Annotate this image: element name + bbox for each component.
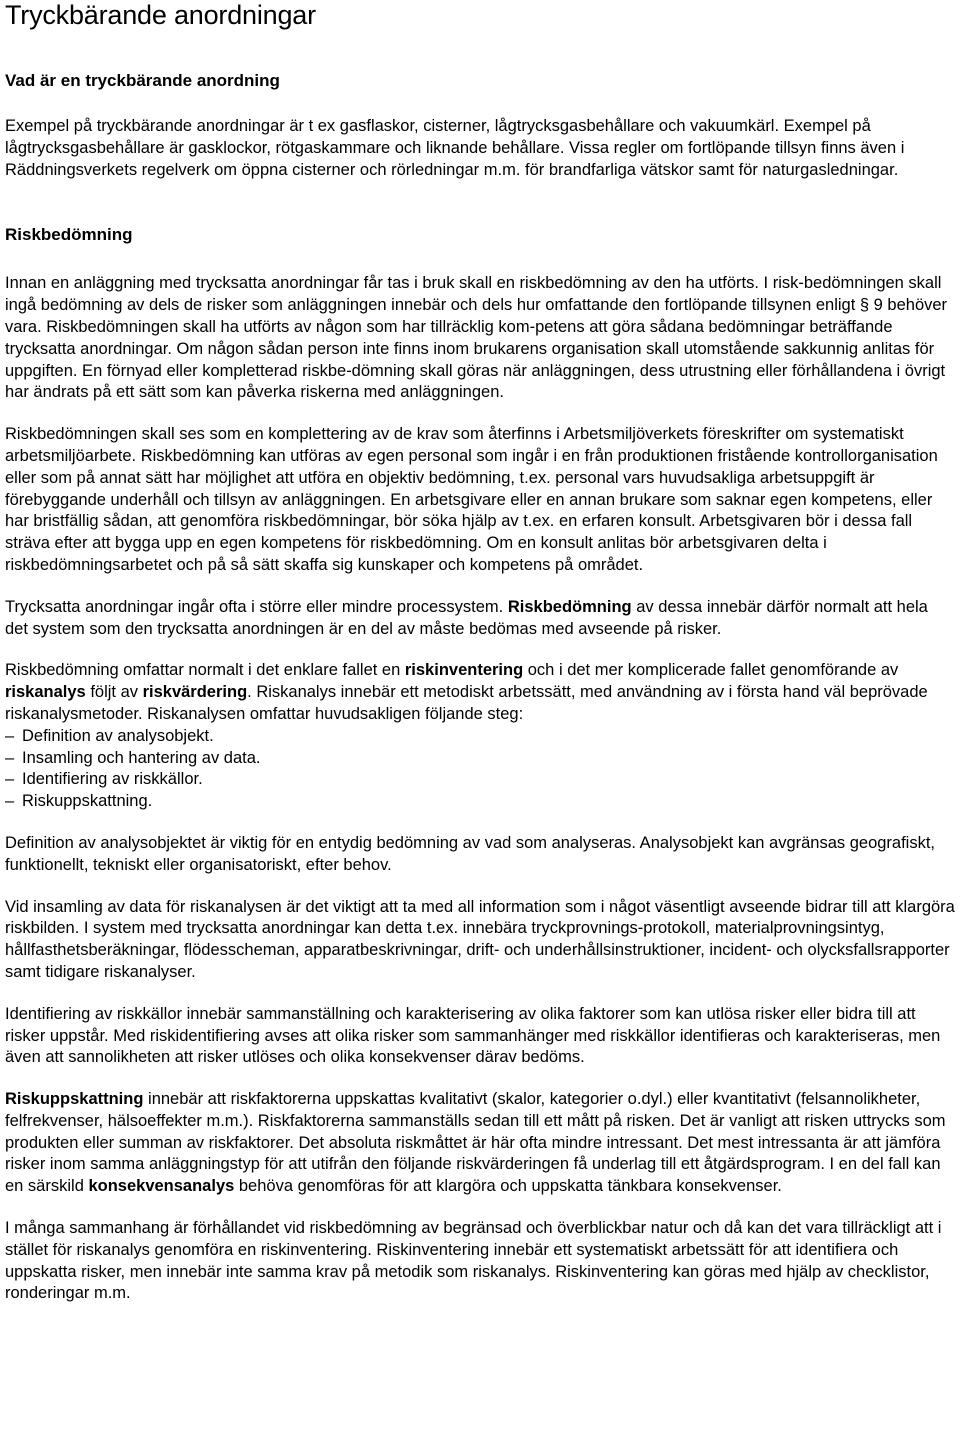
text-run: följt av [85,683,143,702]
bold-term-konsekvensanalys: konsekvensanalys [88,1177,235,1196]
risk-paragraph-3 [5,597,955,641]
text-run: Riskbedömning omfattar normalt i det enklare fallet en [5,661,405,680]
document-page [5,0,955,1305]
risk-paragraph-8 [5,1089,955,1198]
text-run: Trycksatta anordningar ingår ofta i större eller mindre processystem. [5,597,508,616]
bold-term-riskuppskattning: Riskuppskattning [5,1090,144,1109]
list-item: – Identifiering av riskkällor. [5,769,955,791]
risk-paragraph-6: Vid insamling av data för riskanalysen är det viktigt att ta med all information som i något väsentligt avseende bidrar till att klargöra riskbilden. I system med trycksatta anordningar kan detta t.ex. innebära tryckprovnings-protokoll, materialprovningsintyg, hållfasthetsberäkningar, flödesscheman, apparatbeskrivningar, drift- och underhållsinstruktioner, incident- och olycksfallsrapporter samt tidigare riskanalyser. [5,897,955,981]
bold-term-riskanalys: riskanalys [5,683,86,702]
text-run: . Riskanalys innebär ett metodiskt arbetssätt, med användning av i första hand väl beprövade riskanalysmetoder. Riskanalysen omfattar huvudsakligen följande steg: [5,683,928,723]
analysis-steps-list [5,726,955,813]
text-run: och i det mer komplicerade fallet genomförande av [523,661,899,680]
text-run: innebär att riskfaktorerna uppskattas kvalitativt (skalor, kategorier o.dyl.) eller kvantitativt (felsannolikheter, felfrekvenser, hälsoeffekter m.m.). Riskfaktorerna sammanställs sedan till ett mått på risken. Det är vanligt att risken uttrycks som produkten eller summan av riskfaktorer. Det absoluta riskmåttet är här ofta mindre intressant. Det mest intressanta är att jämföra risker inom samma anläggningstyp för att utifrån den följande riskvärderingen få underlag till ett åtgärdsprogram. I en del fall kan en särskild [5,1090,946,1196]
risk-paragraph-7: Identifiering av riskkällor innebär sammanställning och karakterisering av olika faktorer som kan utlösa risker eller bidra till att risker uppstår. Med riskidentifiering avses att olika risker som sammanhänger med riskkällor identifieras och karakteriseras, men även att sannolikheten att risker utlöses och olika konsekvenser därav bedöms. [5,1004,941,1067]
bold-term-riskbedomning: Riskbedömning [507,597,632,616]
list-item: – Insamling och hantering av data. [5,748,955,770]
bold-term-riskvardering: riskvärdering [142,683,248,702]
section-heading-riskbedomning: Riskbedömning [5,225,133,245]
list-item: – Riskuppskattning. [5,791,955,813]
risk-paragraph-4 [5,660,955,725]
section-heading-definition: Vad är en tryckbärande anordning [5,71,280,90]
list-item: – Definition av analysobjekt. [5,726,955,748]
text-run: behöva genomföras för att klargöra och uppskatta tänkbara konsekvenser. [234,1177,782,1196]
risk-paragraph-5: Definition av analysobjektet är viktig för en entydig bedömning av vad som analyseras. Analysobjekt kan avgränsas geografiskt, funktionellt, tekniskt eller organisatoriskt, efter behov. [5,833,936,874]
definition-paragraph: Exempel på tryckbärande anordningar är t ex gasflaskor, cisterner, lågtrycksgasbehållare och vakuumkärl. Exempel på lågtrycksgasbehållare är gasklockor, rötgaskammare och liknande behållare. Vissa regler om fortlöpande tillsyn finns även i Räddningsverkets regelverk om öppna cisterner och rörledningar m.m. för brandfarliga vätskor samt för naturgasledningar. [5,117,905,179]
risk-paragraph-2: Riskbedömningen skall ses som en komplettering av de krav som återfinns i Arbetsmiljöverkets föreskrifter om systematiskt arbetsmiljöarbete. Riskbedömning kan utföras av egen personal som ingår i en från produktionen fristående kontrollorganisation eller som på annat sätt har möjlighet att utföra en objektiv bedömning, t.ex. personal vars huvudsakliga arbetsuppgift är förebyggande underhåll och tillsyn av anläggningen. En arbetsgivare eller en annan brukare som saknar egen kompetens, eller har bristfällig sådan, att genomföra riskbedömningar, bör söka hjälp av t.ex. en erfaren konsult. Arbetsgivaren bör i dessa fall sträva efter att bygga upp en egen kompetens för riskbedömning. Om en konsult anlitas bör arbetsgivaren delta i riskbedömningsarbetet och på så sätt skaffa sig kunskaper och kompetens på området. [5,425,938,574]
risk-paragraph-1: Innan en anläggning med trycksatta anordningar får tas i bruk skall en riskbedömning av den ha utförts. I risk-bedömningen skall ingå bedömning av dels de risker som anläggningen innebär och dels hur omfattande den fortlöpande tillsynen enligt § 9 behöver vara. Riskbedömningen skall ha utförts av någon som har tillräcklig kom-petens att göra sådana bedömningar beträffande trycksatta anordningar. Om någon sådan person inte finns inom brukarens organisation skall utomstående sakkunnig anlitas för uppgiften. En förnyad eller kompletterad riskbe-dömning skall göras när anläggningen, dess utrustning eller förhållandena i övrigt har ändrats på ett sätt som kan påverka riskerna med anläggningen. [5,274,948,402]
bold-term-riskinventering: riskinventering [404,661,524,680]
page-title: Tryckbärande anordningar [5,0,316,30]
text-run: av dessa innebär därför normalt att hela det system som den trycksatta anordningen är en del av måste bedömas med avseende på risker. [5,597,928,638]
risk-paragraph-9: I många sammanhang är förhållandet vid riskbedömning av begränsad och överblickbar natur och då kan det vara tillräckligt att i stället för riskanalys genomföra en riskinventering. Riskinventering innebär ett systematiskt arbetssätt för att identifiera och uppskatta risker, men innebär inte samma krav på metodik som riskanalys. Riskinventering kan göras med hjälp av checklistor, ronderingar m.m. [5,1219,942,1303]
